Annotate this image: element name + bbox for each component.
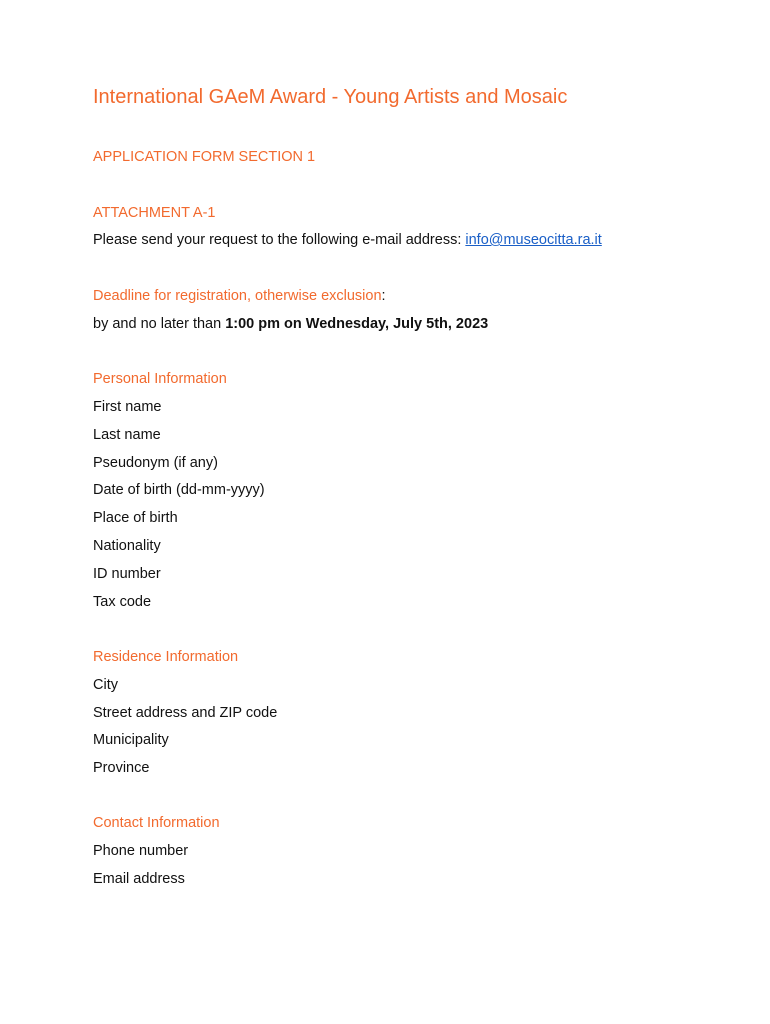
field-label: Pseudonym (if any) [93,455,218,471]
deadline-line [93,315,488,333]
contact-info-heading: Contact Information [93,815,220,831]
attachment-heading: ATTACHMENT A-1 [93,205,216,221]
field-label: Place of birth [93,510,178,526]
field-label: Tax code [93,594,152,610]
deadline-heading-line [93,287,386,305]
deadline-heading: Deadline for registration, otherwise exclusion [93,288,382,304]
document-title: International GAeM Award - Young Artists and Mosaic [93,86,568,108]
field-label: Municipality [93,732,169,748]
send-request-text: Please send your request to the following e-mail address: [93,232,462,248]
field-label: City [93,677,118,693]
deadline-value: 1:00 pm on Wednesday, July 5th, 2023 [225,316,489,332]
field-label: Phone number [93,843,189,859]
form-section-heading: APPLICATION FORM SECTION 1 [93,149,316,165]
field-label: First name [93,399,162,415]
field-label: Date of birth (dd-mm-yyyy) [93,482,265,498]
field-label: Street address and ZIP code [93,705,278,721]
field-label: Province [93,760,150,776]
email-link[interactable]: info@museocitta.ra.it [465,232,602,248]
send-request-line [93,231,602,249]
field-label: ID number [93,566,161,582]
field-label: Nationality [93,538,161,554]
field-label: Last name [93,427,161,443]
deadline-colon: : [381,288,386,304]
field-label: Email address [93,871,185,887]
residence-info-heading: Residence Information [93,649,239,665]
deadline-prefix: by and no later than [93,316,222,332]
personal-info-heading: Personal Information [93,371,227,387]
